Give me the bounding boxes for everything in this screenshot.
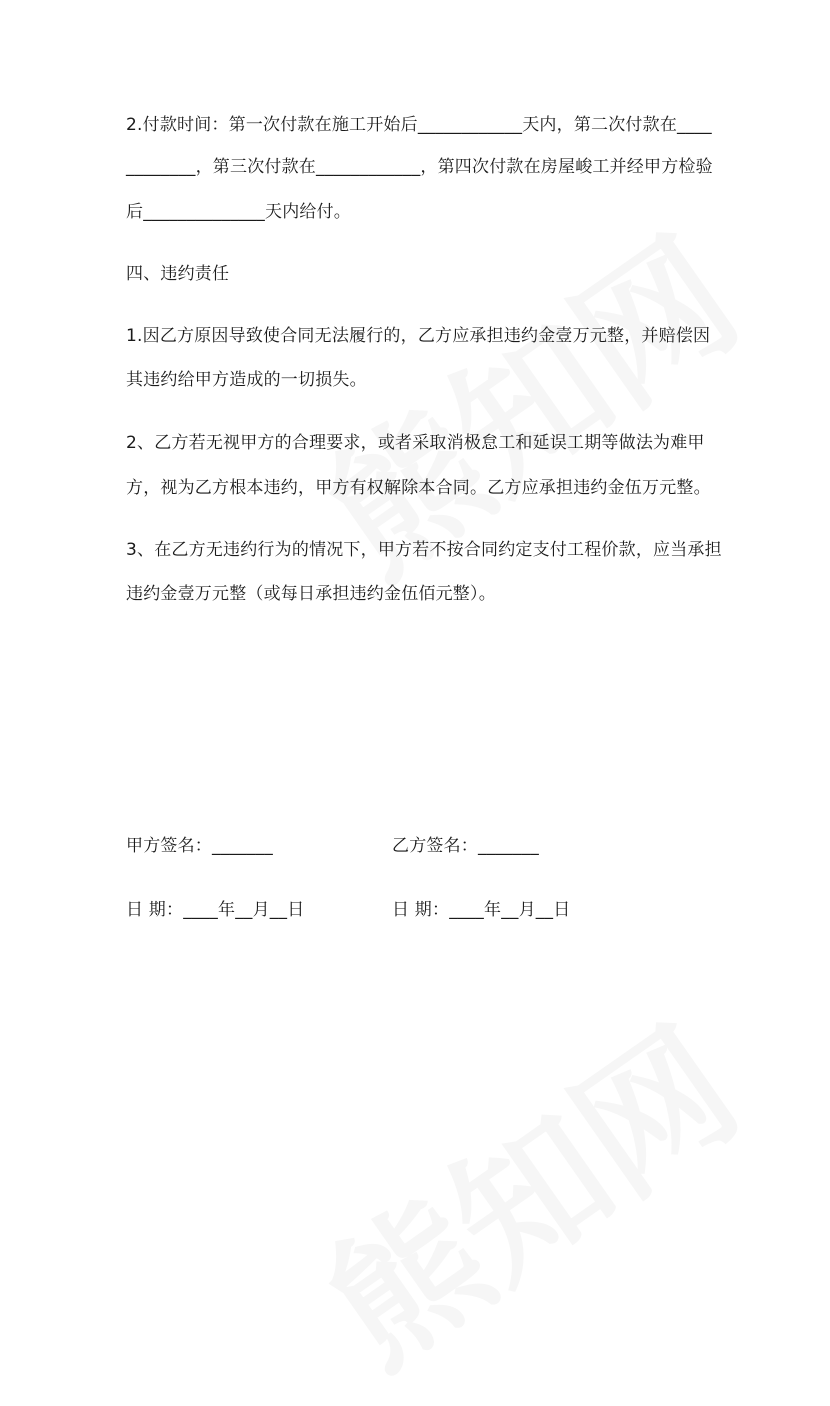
party-b-signature: 乙方签名：_______ [392, 836, 539, 856]
payment-line-2: ________，第三次付款在____________，第四次付款在房屋峻工并经甲方检验 [126, 157, 713, 177]
party-a-date: 日 期：____年__月__日 [126, 900, 305, 920]
payment-line-1: 2.付款时间：第一次付款在施工开始后____________天内，第二次付款在____ [126, 115, 712, 135]
clause-3-line-2: 违约金壹万元整（或每日承担违约金伍佰元整）。 [126, 584, 496, 604]
payment-line-3: 后______________天内给付。 [126, 202, 351, 222]
clause-2-line-2: 方，视为乙方根本违约，甲方有权解除本合同。乙方应承担违约金伍万元整。 [126, 478, 711, 498]
clause-2-line-1: 2、乙方若无视甲方的合理要求，或者采取消极怠工和延误工期等做法为难甲 [126, 433, 705, 453]
party-b-date: 日 期：____年__月__日 [392, 900, 571, 920]
clause-3-line-1: 3、在乙方无违约行为的情况下，甲方若不按合同约定支付工程价款，应当承担 [126, 540, 722, 560]
section-heading: 四、违约责任 [126, 264, 230, 284]
clause-1-line-2: 其违约给甲方造成的一切损失。 [126, 370, 367, 390]
clause-1-line-1: 1.因乙方原因导致使合同无法履行的，乙方应承担违约金壹万元整，并赔偿因 [126, 326, 711, 346]
watermark-logo-bottom [279, 970, 772, 1405]
party-a-signature: 甲方签名：_______ [126, 836, 273, 856]
